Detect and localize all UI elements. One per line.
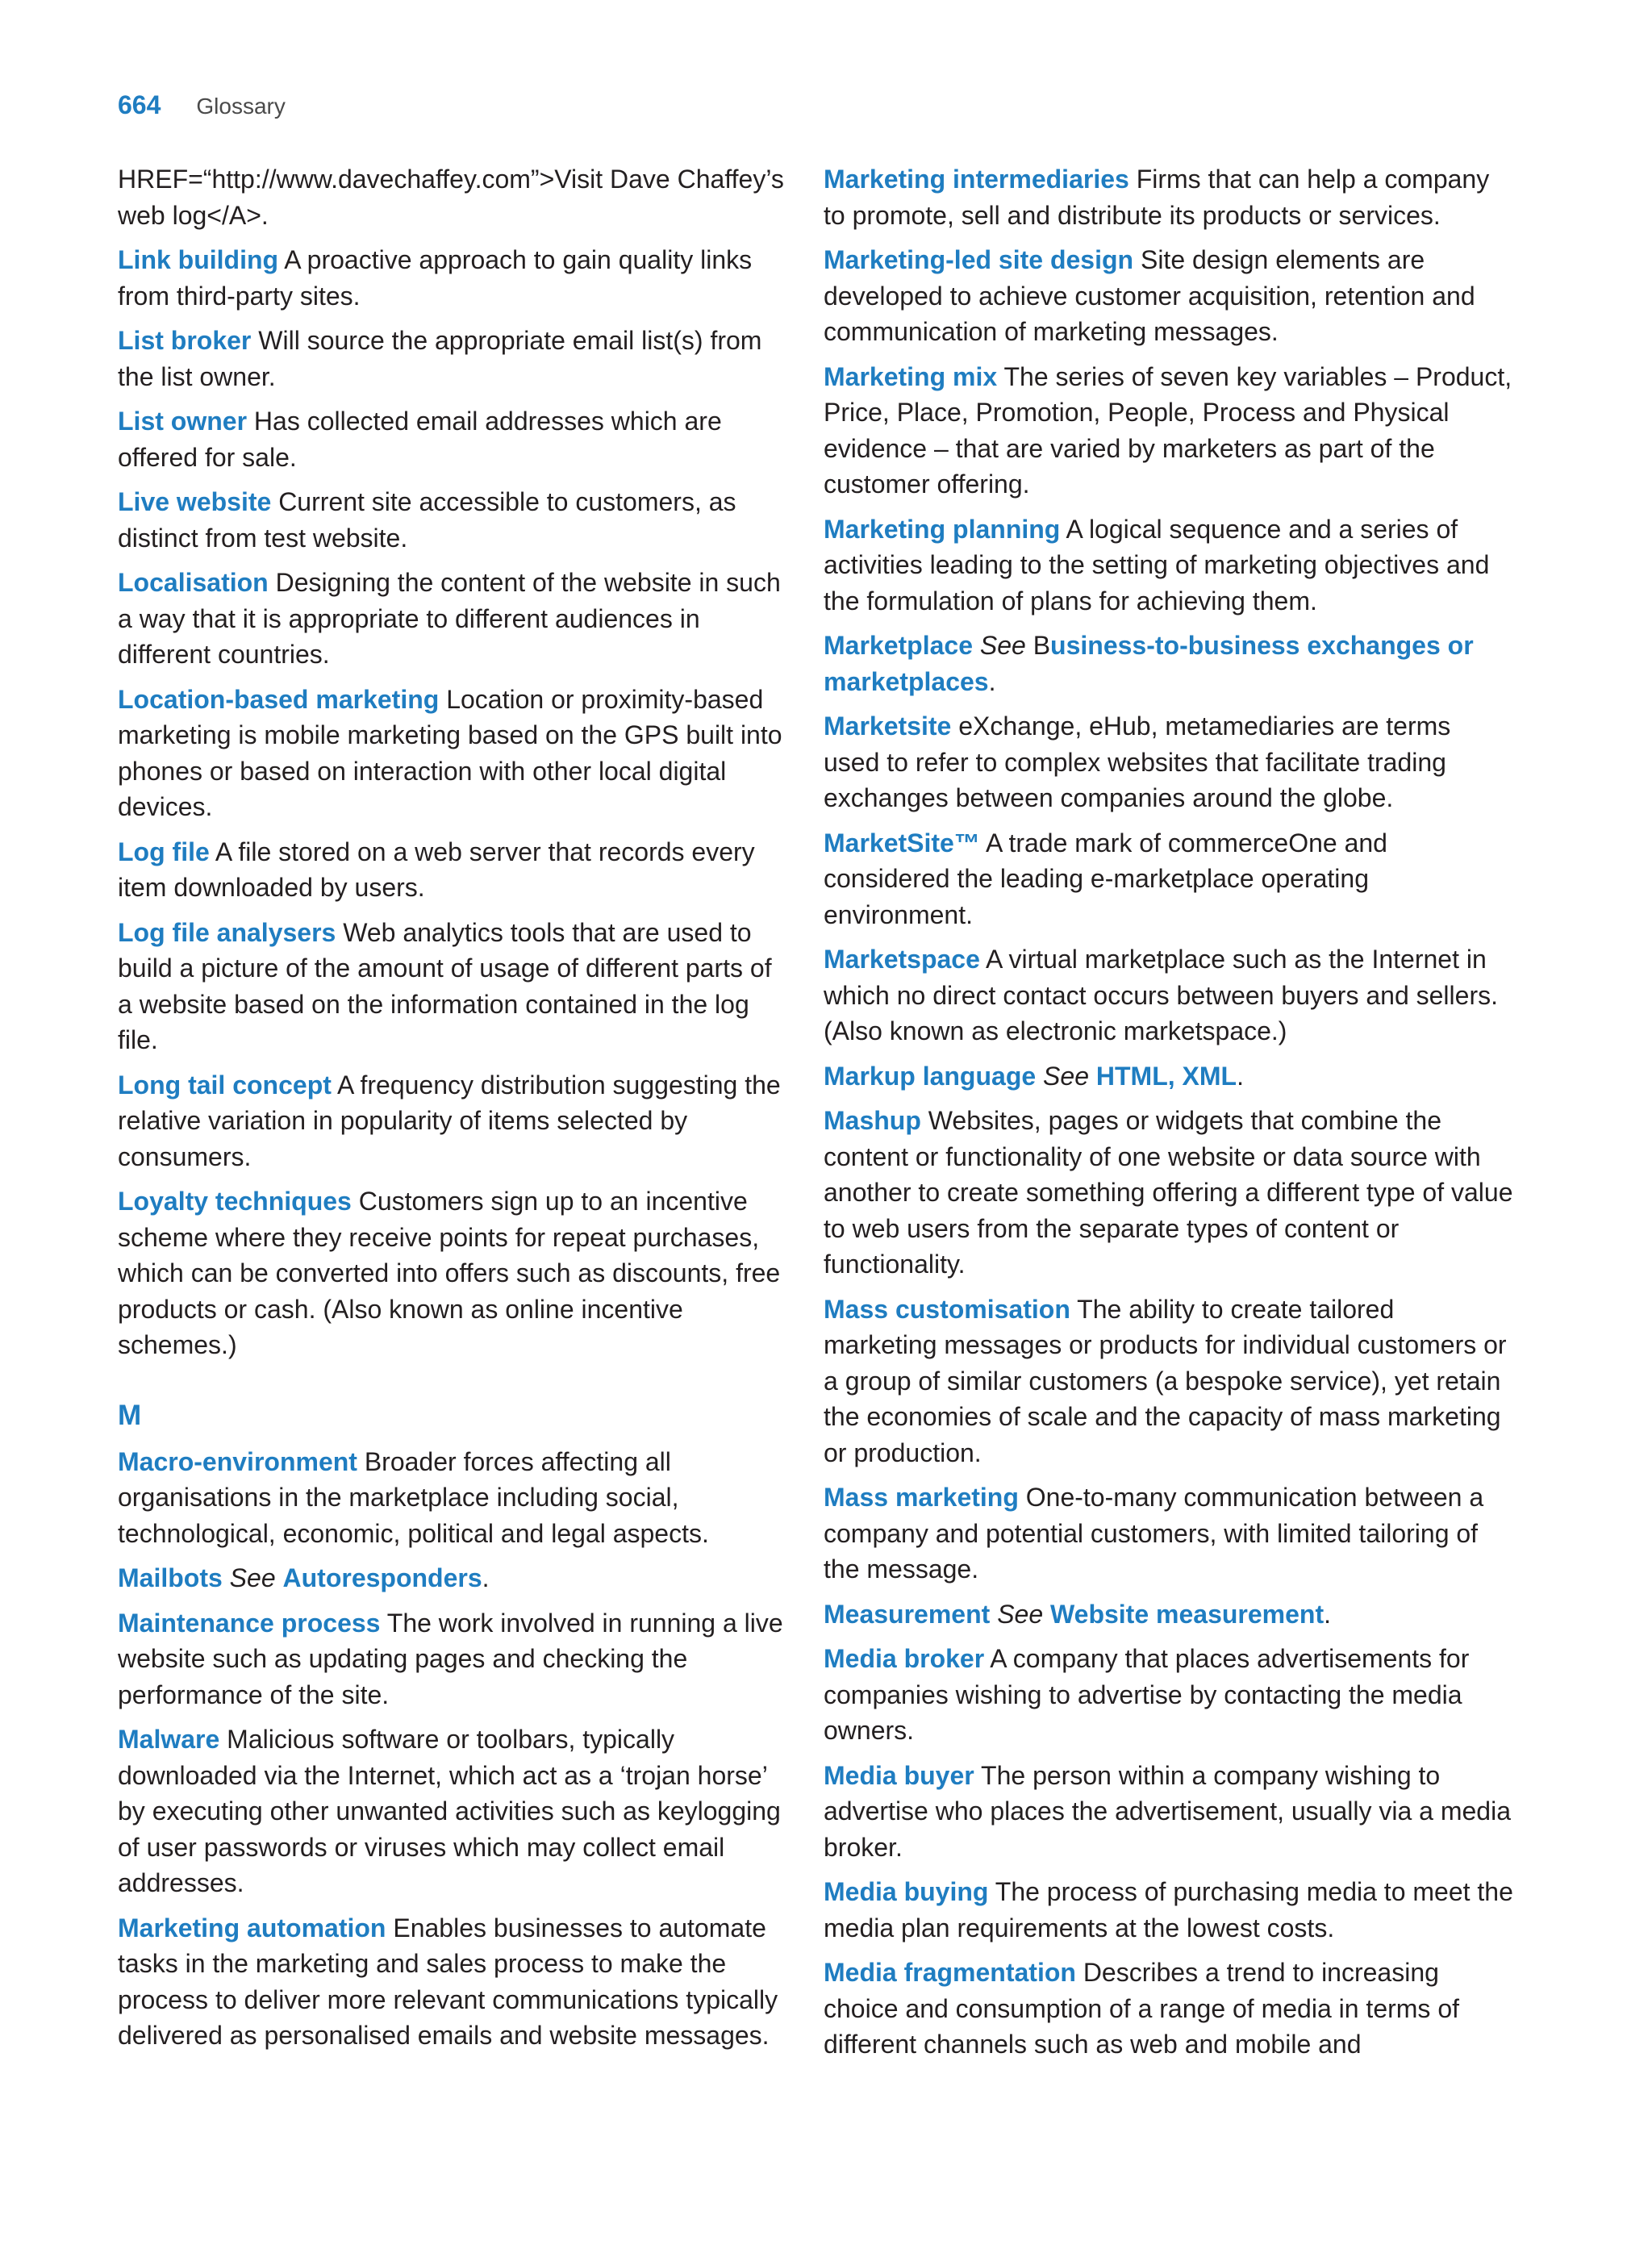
glossary-entry [824, 1479, 1513, 1588]
glossary-entry [824, 359, 1513, 503]
glossary-definition: Site design elements are developed to achieve customer acquisition, retention and communication of marketing messages. [824, 245, 1475, 346]
glossary-definition: Enables businesses to automate tasks in the marketing and sales process to make the process to deliver more relevant communications typically delivered as personalised emails and website messages. [118, 1913, 778, 2050]
glossary-entry [824, 1758, 1513, 1866]
cross-reference: Autoresponders [282, 1563, 482, 1592]
glossary-term: Maintenance process [118, 1608, 381, 1638]
page-number: 664 [118, 90, 161, 119]
glossary-term: Marketing planning [824, 514, 1061, 544]
see-label: See [229, 1563, 276, 1592]
see-label: See [997, 1599, 1044, 1629]
entry-punctuation: . [988, 666, 996, 696]
glossary-definition: Broader forces affecting all organisations in the marketplace including social, technological, economic, political and legal aspects. [118, 1446, 709, 1548]
glossary-entry [824, 1058, 1513, 1095]
glossary-entry [118, 1067, 787, 1175]
right-column [824, 161, 1513, 2072]
glossary-definition: The ability to create tailored marketing messages or products for individual customers or a group of similar customers (a bespoke service), yet retain the economies of scale and the capacity of mass marketing or production. [824, 1294, 1507, 1467]
glossary-definition: A logical sequence and a series of activities leading to the setting of marketing objectives and the formulation of plans for achieving them. [824, 514, 1490, 615]
glossary-term: Log file [118, 837, 210, 866]
glossary-entry [118, 1910, 787, 2054]
glossary-definition: A trade mark of commerceOne and considered the leading e-marketplace operating environment. [824, 828, 1387, 929]
running-title: Glossary [196, 94, 286, 119]
glossary-definition: Web analytics tools that are used to build a picture of the amount of usage of different parts of a website based on the information contained in the log file. [118, 917, 772, 1054]
glossary-definition: Current site accessible to customers, as distinct from test website. [118, 487, 736, 553]
glossary-term: Long tail concept [118, 1070, 332, 1100]
glossary-term: Localisation [118, 568, 269, 597]
cross-reference: HTML, XML [1095, 1061, 1237, 1091]
entries-l [118, 242, 787, 1363]
running-head [118, 90, 286, 131]
glossary-entry [824, 1641, 1513, 1749]
glossary-definition: Malicious software or toolbars, typically downloaded via the Internet, which act as a ‘trojan horse’ by executing other unwanted activities such as keylogging of user passwords or viruses which may collect email addresses. [118, 1725, 781, 1897]
left-column [118, 161, 787, 2063]
cross-reference: usiness-to-business exchanges or marketplaces [824, 631, 1474, 696]
cross-reference-prefix: B [1032, 631, 1051, 660]
glossary-term: Markup language [824, 1061, 1037, 1091]
glossary-definition: A proactive approach to gain quality links from third-party sites. [118, 245, 753, 311]
glossary-entry [824, 941, 1513, 1049]
glossary-term: Log file analysers [118, 917, 336, 947]
glossary-term: Marketspace [824, 945, 980, 974]
glossary-term: Mass marketing [824, 1483, 1019, 1512]
glossary-entry [824, 511, 1513, 620]
glossary-entry [118, 1183, 787, 1363]
entries-right [824, 161, 1513, 2063]
glossary-term: Marketplace [824, 631, 973, 660]
glossary-entry [118, 1560, 787, 1596]
glossary-entry [118, 1605, 787, 1713]
glossary-term: Marketing-led site design [824, 245, 1134, 274]
glossary-entry [118, 682, 787, 825]
glossary-entry [118, 484, 787, 556]
glossary-definition: Describes a trend to increasing choice and consumption of a range of media in terms of different channels such as web and mobile and [824, 1958, 1459, 2059]
glossary-entry [824, 825, 1513, 933]
glossary-definition: eXchange, eHub, metamediaries are terms used to refer to complex websites that facilitate trading exchanges between companies around the globe. [824, 711, 1451, 812]
glossary-term: Marketing mix [824, 361, 998, 391]
entry-punctuation: . [1237, 1061, 1244, 1091]
entries-m [118, 1444, 787, 2054]
glossary-definition: The series of seven key variables – Product, Price, Place, Promotion, People, Process and Physical evidence – that are varied by marketers as part of the customer offering. [824, 361, 1512, 499]
glossary-entry [824, 161, 1513, 233]
glossary-term: Location-based marketing [118, 684, 440, 714]
glossary-definition: Websites, pages or widgets that combine the content or functionality of one website or data source with another to create something offering a different type of value to web users from the separate types of content or functionality. [824, 1106, 1513, 1279]
glossary-term: List owner [118, 407, 248, 436]
glossary-definition: The work involved in running a live website such as updating pages and checking the performance of the site. [118, 1608, 783, 1709]
glossary-term: Marketsite [824, 711, 952, 741]
glossary-definition: A frequency distribution suggesting the relative variation in popularity of items selected by consumers. [118, 1070, 781, 1171]
glossary-entry [118, 323, 787, 394]
see-label: See [1043, 1061, 1089, 1091]
glossary-definition: Firms that can help a company to promote, sell and distribute its products or services. [824, 165, 1490, 230]
glossary-term: Media fragmentation [824, 1958, 1076, 1987]
glossary-entry [824, 1874, 1513, 1946]
glossary-definition: Customers sign up to an incentive scheme where they receive points for repeat purchases, which can be converted into offers such as discounts, free products or cash. (Also known as online incentive schemes.) [118, 1187, 781, 1359]
glossary-term: MarketSite™ [824, 828, 980, 858]
glossary-term: Macro-environment [118, 1446, 357, 1476]
glossary-entry [118, 403, 787, 475]
glossary-term: Link building [118, 245, 279, 274]
glossary-definition: One-to-many communication between a company and potential customers, with limited tailoring of the message. [824, 1483, 1484, 1584]
glossary-definition: Will source the appropriate email list(s) from the list owner. [118, 326, 762, 391]
glossary-term: Media broker [824, 1644, 985, 1673]
glossary-entry [824, 708, 1513, 816]
glossary-definition: Designing the content of the website in such a way that it is appropriate to different audiences in different countries. [118, 568, 781, 669]
glossary-definition: The person within a company wishing to advertise who places the advertisement, usually via a media broker. [824, 1760, 1511, 1862]
glossary-entry [824, 1955, 1513, 2063]
glossary-term: Mass customisation [824, 1294, 1070, 1324]
glossary-entry [118, 242, 787, 314]
glossary-term: Live website [118, 487, 272, 516]
glossary-entry [824, 628, 1513, 699]
glossary-term: Loyalty techniques [118, 1187, 352, 1216]
glossary-definition: A file stored on a web server that records every item downloaded by users. [118, 837, 755, 902]
continuation-text: HREF=“http://www.davechaffey.com”>Visit Dave Chaffey’s web log</A>. [118, 165, 784, 230]
glossary-definition: Has collected email addresses which are offered for sale. [118, 407, 722, 472]
glossary-term: Malware [118, 1725, 220, 1754]
glossary-term: Media buying [824, 1877, 989, 1906]
glossary-term: Measurement [824, 1599, 991, 1629]
glossary-entry [824, 1292, 1513, 1471]
glossary-definition: The process of purchasing media to meet the media plan requirements at the lowest costs. [824, 1877, 1513, 1942]
glossary-definition: A company that places advertisements for companies wishing to advertise by contacting the media owners. [824, 1644, 1470, 1745]
entry-punctuation: . [482, 1563, 490, 1592]
glossary-entry [118, 915, 787, 1058]
glossary-entry [824, 1596, 1513, 1633]
entry-punctuation: . [1324, 1599, 1331, 1629]
cross-reference: Website measurement [1050, 1599, 1325, 1629]
glossary-definition: Location or proximity-based marketing is mobile marketing based on the GPS built into phones or based on interaction with other local digital devices. [118, 684, 782, 821]
glossary-term: Mailbots [118, 1563, 223, 1592]
glossary-term: Media buyer [824, 1760, 974, 1790]
section-letter: M [118, 1399, 142, 1431]
glossary-term: List broker [118, 326, 252, 355]
glossary-term: Marketing intermediaries [824, 165, 1129, 194]
glossary-entry [118, 1721, 787, 1901]
glossary-entry [824, 242, 1513, 350]
glossary-term: Marketing automation [118, 1913, 386, 1942]
glossary-entry [118, 1444, 787, 1552]
glossary-definition: A virtual marketplace such as the Internet in which no direct contact occurs between buyers and sellers. (Also known as electronic marketspace.) [824, 945, 1498, 1045]
see-label: See [979, 631, 1026, 660]
glossary-entry [118, 565, 787, 673]
glossary-entry [118, 834, 787, 906]
glossary-term: Mashup [824, 1106, 921, 1135]
glossary-entry [824, 1103, 1513, 1283]
